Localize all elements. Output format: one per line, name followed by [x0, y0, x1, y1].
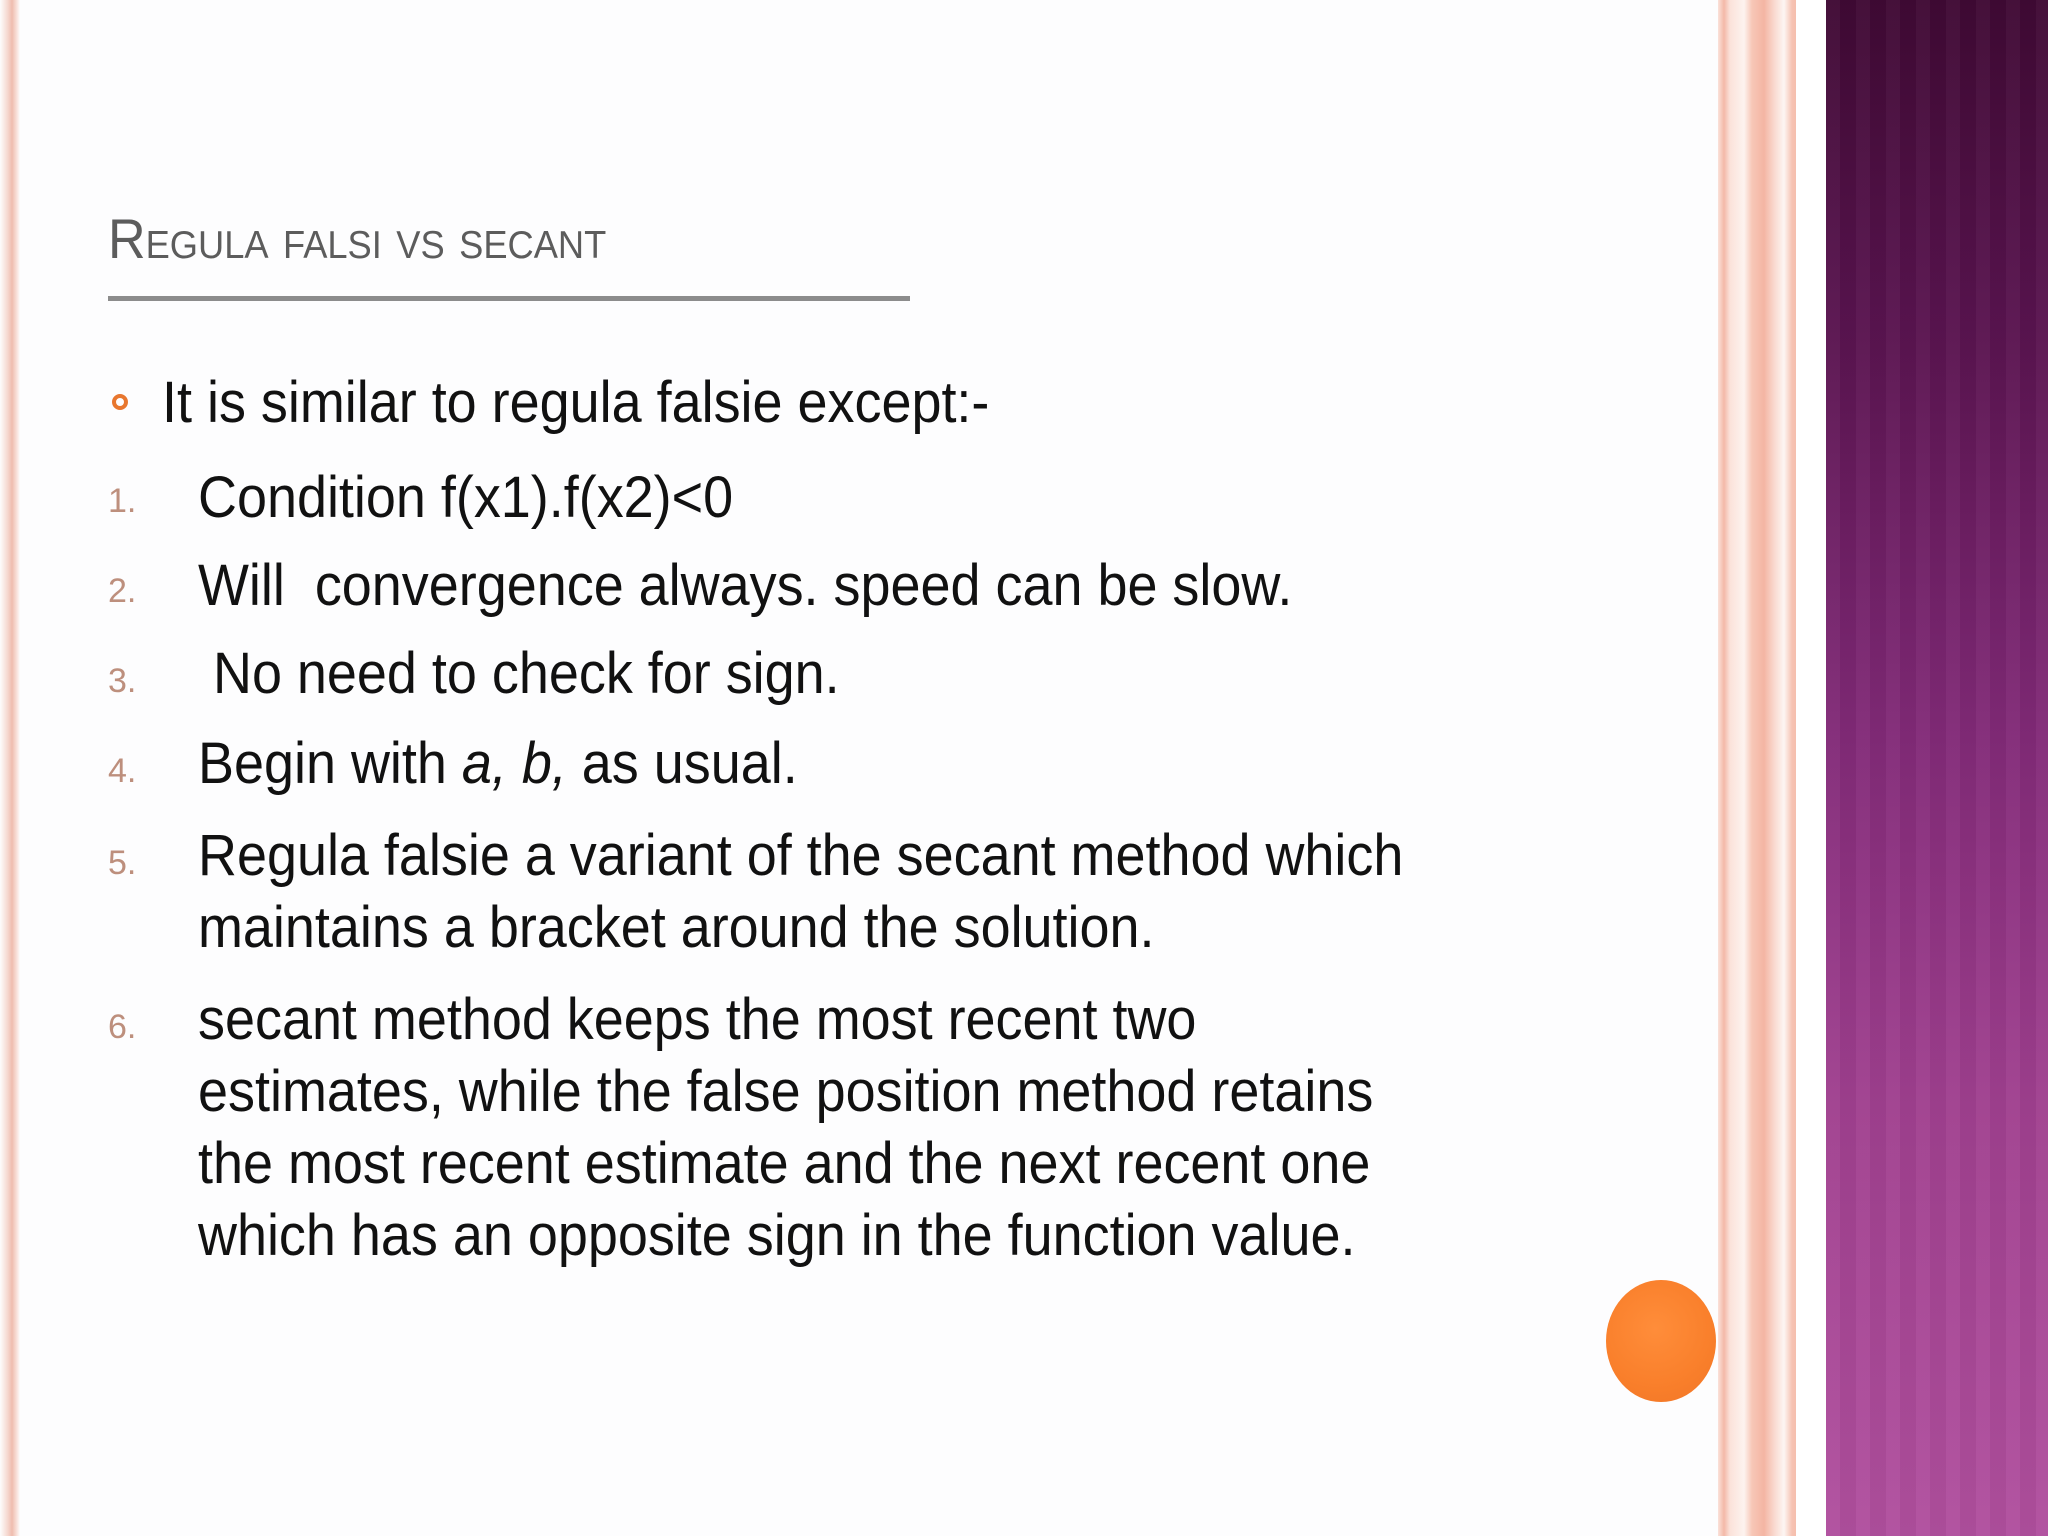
intro-bullet-text: It is similar to regula falsie except:- [162, 370, 990, 435]
list-item-line: No need to check for sign. [198, 641, 840, 706]
right-gap-decoration [1796, 0, 1826, 1536]
orange-circle-decoration [1606, 1280, 1716, 1402]
list-item-italic-text: a, b, [461, 731, 567, 796]
list-item-line: the most recent estimate and the next recent one [198, 1131, 1371, 1196]
list-item-line: maintains a bracket around the solution. [198, 895, 1155, 960]
item-number: 3. [108, 662, 137, 700]
list-item [198, 462, 733, 534]
list-item [198, 638, 840, 710]
list-item [198, 728, 798, 800]
title-underline [108, 296, 910, 301]
list-item-text: as usual. [566, 731, 798, 796]
purple-side-panel [1826, 0, 2048, 1536]
list-item-line: Will convergence always. speed can be slow. [198, 553, 1293, 618]
item-number: 6. [108, 1008, 137, 1046]
list-item-line: Condition f(x1).f(x2)<0 [198, 465, 734, 530]
item-number: 5. [108, 844, 137, 882]
item-number: 4. [108, 752, 137, 790]
list-item [198, 820, 1403, 964]
left-border-decoration [0, 0, 20, 1536]
circle-bullet-icon [112, 394, 128, 410]
list-item [198, 550, 1292, 622]
list-item [198, 984, 1373, 1272]
list-item-line: secant method keeps the most recent two [198, 987, 1197, 1052]
slide-title: Regula falsi vs secant [108, 207, 607, 270]
item-number: 1. [108, 482, 137, 520]
list-item-line: Regula falsie a variant of the secant method which [198, 823, 1404, 888]
list-item-line: which has an opposite sign in the function value. [198, 1203, 1356, 1268]
list-item-line: estimates, while the false position method retains [198, 1059, 1374, 1124]
list-item-line [198, 728, 798, 800]
list-item-text: Begin with [198, 731, 462, 796]
item-number: 2. [108, 572, 137, 610]
